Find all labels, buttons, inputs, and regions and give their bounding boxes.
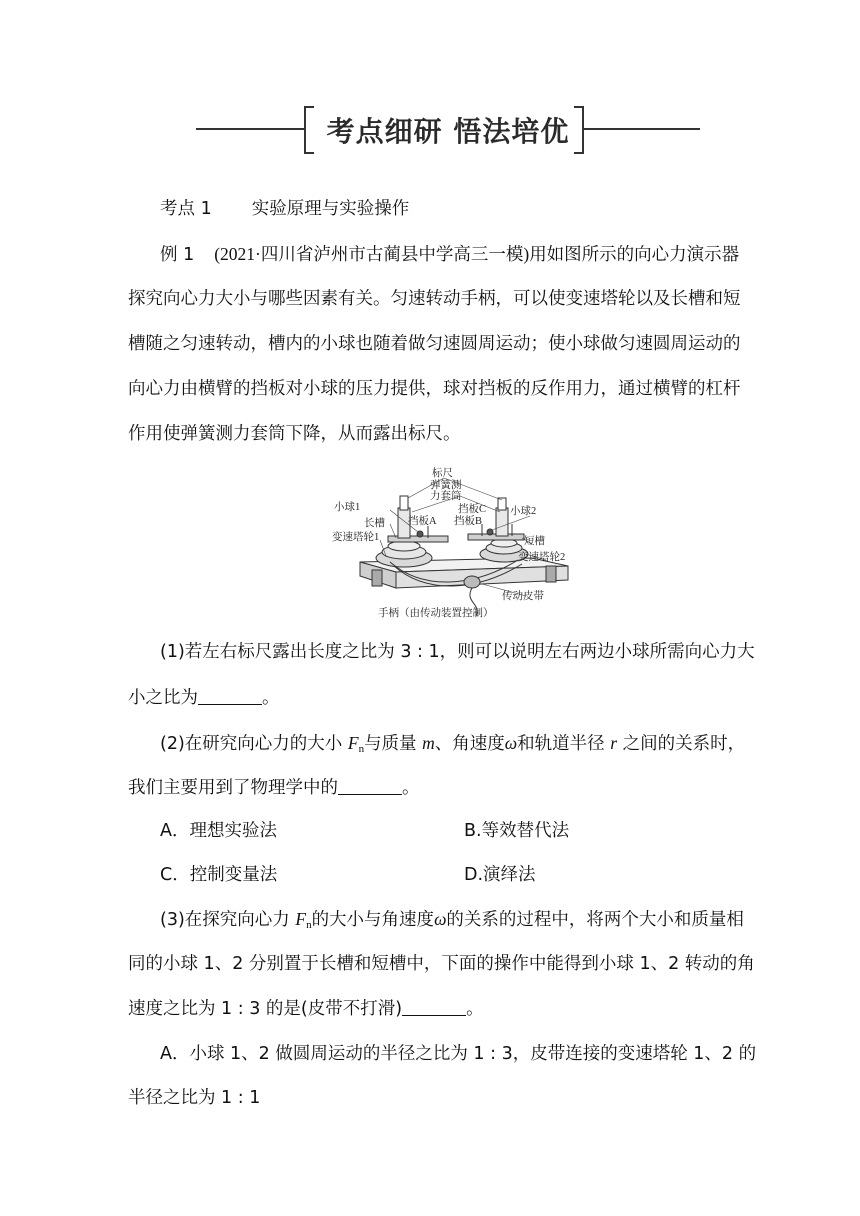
q3-option-a-line-2: 半径之比为 1 : 1 — [128, 1088, 261, 1108]
fig-label-short-groove: 短槽 — [524, 536, 545, 547]
example-line-2: 探究向心力大小与哪些因素有关。匀速转动手柄，可以使变速塔轮以及长槽和短 — [128, 289, 741, 309]
answer-blank-1[interactable] — [198, 690, 262, 705]
example-line-1: 例 1 (2021·四川省泸州市古蔺县中学高三一模)用如图所示的向心力演示器 — [160, 244, 740, 265]
q2-line-1: (2)在研究向心力的大小 $F_n$与质量 m、角速度ω和轨道半径 r 之间的关系时， — [160, 733, 746, 755]
example-line-3: 槽随之匀速转动，槽内的小球也随着做匀速圆周运动；使小球做匀速圆周运动的 — [128, 334, 741, 354]
fig-label-wheel-2: 变速塔轮2 — [518, 552, 566, 563]
fig-label-sleeve-1: 弹簧测 — [430, 480, 462, 491]
fig-label-baffle-c: 挡板C — [458, 504, 487, 515]
q1-line-1: (1)若左右标尺露出长度之比为 3 : 1，则可以说明左右两边小球所需向心力大 — [160, 642, 755, 662]
q3-line-3: 速度之比为 1 : 3 的是(皮带不打滑) 。 — [128, 999, 484, 1019]
q3-option-a-line-1[interactable]: A．小球 1、2 做圆周运动的半径之比为 1 : 3，皮带连接的变速塔轮 1、2 的 — [160, 1044, 757, 1064]
section-banner — [196, 104, 700, 152]
example-line-4: 向心力由横臂的挡板对小球的压力提供，球对挡板的反作用力，通过横臂的杠杆 — [128, 379, 741, 399]
q3-line-1: (3)在探究向心力 $F_n$的大小与角速度ω的关系的过程中，将两个大小和质量相 — [160, 909, 744, 931]
example-source: (2021·四川省泸州市古蔺县中学高三一模) — [214, 244, 530, 264]
fig-label-long-groove: 长槽 — [364, 518, 385, 529]
answer-blank-2[interactable] — [338, 780, 402, 795]
fig-label-wheel-1: 变速塔轮1 — [332, 532, 380, 543]
banner-left-rule — [196, 128, 306, 130]
example-label: 例 1 — [160, 245, 195, 265]
option-a[interactable]: A．理想实验法 — [160, 821, 277, 841]
fig-label-baffle-a: 挡板A — [408, 516, 437, 527]
heading-label: 考点 1 — [160, 199, 212, 219]
q1-line-2: 小之比为 。 — [128, 688, 280, 708]
section-heading — [160, 201, 409, 219]
q3-line-2: 同的小球 1、2 分别置于长槽和短槽中，下面的操作中能得到小球 1、2 转动的角 — [128, 954, 755, 974]
banner-right-rule — [582, 128, 700, 130]
heading-title: 实验原理与实验操作 — [251, 199, 410, 219]
answer-blank-3[interactable] — [402, 1001, 466, 1016]
fig-label-ball-2: 小球2 — [510, 506, 537, 517]
option-b[interactable]: B.等效替代法 — [464, 821, 570, 841]
banner-title: 考点细研 悟法培优 — [326, 115, 570, 148]
fig-label-ruler: 标尺 — [432, 468, 453, 479]
fig-label-belt: 传动皮带 — [502, 591, 544, 602]
q2-line-2: 我们主要用到了物理学中的 。 — [128, 778, 420, 798]
banner-right-bracket — [574, 106, 584, 154]
example-line-5: 作用使弹簧测力套筒下降，从而露出标尺。 — [128, 424, 461, 444]
fig-label-sleeve-2: 力套筒 — [430, 491, 462, 502]
fig-label-ball-1: 小球1 — [334, 502, 361, 513]
centripetal-force-apparatus-figure — [332, 466, 582, 624]
fig-label-baffle-b: 挡板B — [454, 516, 483, 527]
fig-label-handle: 手柄（由传动装置控制） — [378, 608, 494, 619]
option-c[interactable]: C．控制变量法 — [160, 865, 278, 885]
banner-left-bracket — [304, 106, 314, 154]
option-d[interactable]: D.演绎法 — [464, 865, 536, 885]
